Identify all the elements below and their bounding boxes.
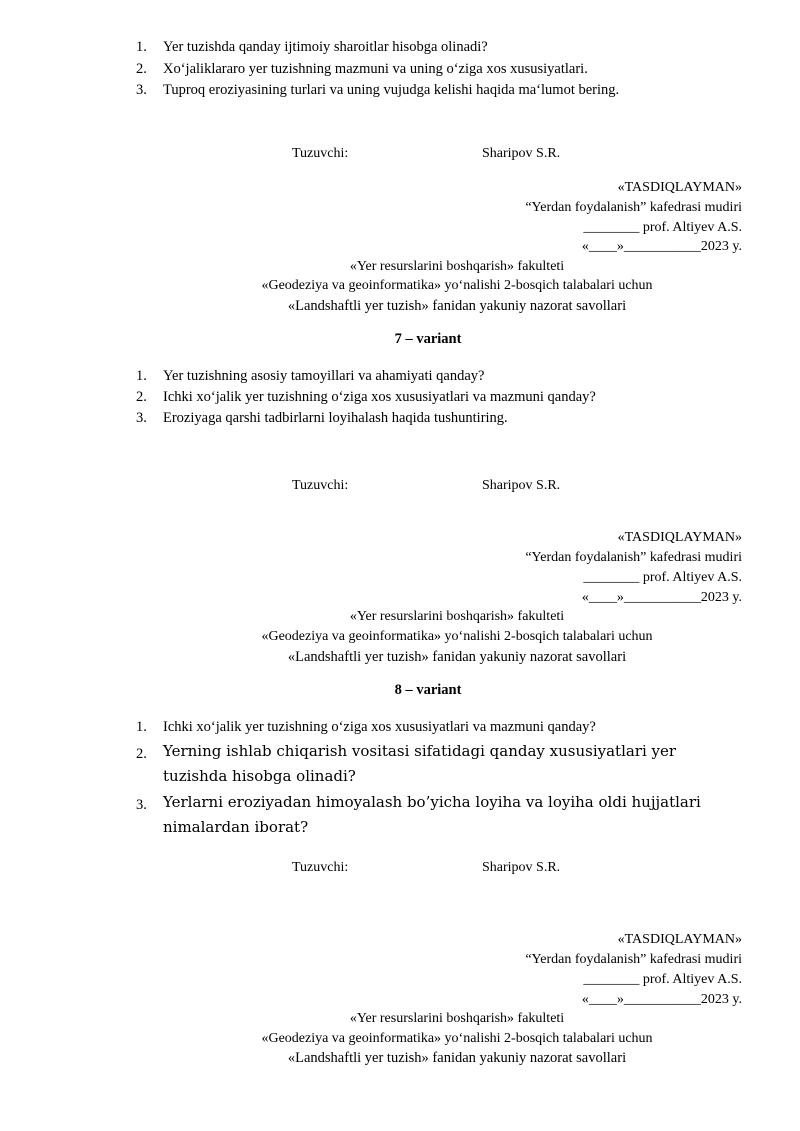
compiler-label: Tuzuvchi: <box>292 860 349 875</box>
variant-title: 7 – variant <box>394 331 462 347</box>
question-item: 1. Yer tuzishda qanday ijtimoiy sharoitlar hisobga olinadi? <box>136 39 488 55</box>
subject-line: «Landshaftli yer tuzish» fanidan yakuniy nazorat savollari <box>287 298 627 314</box>
question-item: 1. Yer tuzishning asosiy tamoyillari va ahamiyati qanday? <box>136 368 485 384</box>
compiler-name: Sharipov S.R. <box>482 860 561 875</box>
approval-title: «TASDIQLAYMAN» <box>617 530 742 545</box>
approval-date: «____»___________2023 y. <box>581 590 742 605</box>
compiler-label: Tuzuvchi: <box>292 146 349 161</box>
faculty-line: «Yer resurslarini boshqarish» fakulteti <box>349 609 565 624</box>
compiler-name: Sharipov S.R. <box>482 146 561 161</box>
question-list-variant-7 <box>136 366 596 428</box>
question-item: 2. Yerning ishlab chiqarish vositasi sifatidagi qanday xususiyatlari yer tuzishda hisobga olinadi? <box>136 742 677 785</box>
approval-title: «TASDIQLAYMAN» <box>617 180 742 195</box>
approval-date: «____»___________2023 y. <box>581 239 742 254</box>
approval-title: «TASDIQLAYMAN» <box>617 932 742 947</box>
question-item: 2. Ichki xo‘jalik yer tuzishning o‘ziga xos xususiyatlari va mazmuni qanday? <box>136 389 596 405</box>
approval-signature: ________ prof. Altiyev A.S. <box>583 972 742 987</box>
question-item: 3. Tuproq eroziyasining turlari va uning vujudga kelishi haqida ma‘lumot bering. <box>136 82 620 98</box>
approval-position: “Yerdan foydalanish” kafedrasi mudiri <box>525 550 742 565</box>
question-item: 3. Eroziyaga qarshi tadbirlarni loyihalash haqida tushuntiring. <box>136 410 508 426</box>
compiler-name: Sharipov S.R. <box>482 478 561 493</box>
faculty-line: «Yer resurslarini boshqarish» fakulteti <box>349 1011 565 1026</box>
approval-position: “Yerdan foydalanish” kafedrasi mudiri <box>525 952 742 967</box>
question-list-variant-8 <box>136 717 701 840</box>
approval-position: “Yerdan foydalanish” kafedrasi mudiri <box>525 200 742 215</box>
question-item: 3. Yerlarni eroziyadan himoyalash bo’yicha loyiha va loyiha oldi hujjatlari nimalardan iborat? <box>136 793 701 836</box>
approval-signature: ________ prof. Altiyev A.S. <box>583 570 742 585</box>
faculty-line: «Yer resurslarini boshqarish» fakulteti <box>349 259 565 274</box>
question-list-top <box>136 37 619 100</box>
subject-line: «Landshaftli yer tuzish» fanidan yakuniy nazorat savollari <box>287 1050 627 1066</box>
variant-title: 8 – variant <box>394 682 462 698</box>
question-item: 2. Xo‘jaliklararo yer tuzishning mazmuni va uning o‘ziga xos xususiyatlari. <box>136 61 588 77</box>
approval-date: «____»___________2023 y. <box>581 992 742 1007</box>
question-item: 1. Ichki xo‘jalik yer tuzishning o‘ziga xos xususiyatlari va mazmuni qanday? <box>136 719 596 735</box>
direction-line: «Geodeziya va geoinformatika» yo‘nalishi 2-bosqich talabalari uchun <box>261 278 653 293</box>
compiler-label: Tuzuvchi: <box>292 478 349 493</box>
subject-line: «Landshaftli yer tuzish» fanidan yakuniy nazorat savollari <box>287 649 627 665</box>
direction-line: «Geodeziya va geoinformatika» yo‘nalishi 2-bosqich talabalari uchun <box>261 629 653 644</box>
direction-line: «Geodeziya va geoinformatika» yo‘nalishi 2-bosqich talabalari uchun <box>261 1031 653 1046</box>
approval-signature: ________ prof. Altiyev A.S. <box>583 220 742 235</box>
